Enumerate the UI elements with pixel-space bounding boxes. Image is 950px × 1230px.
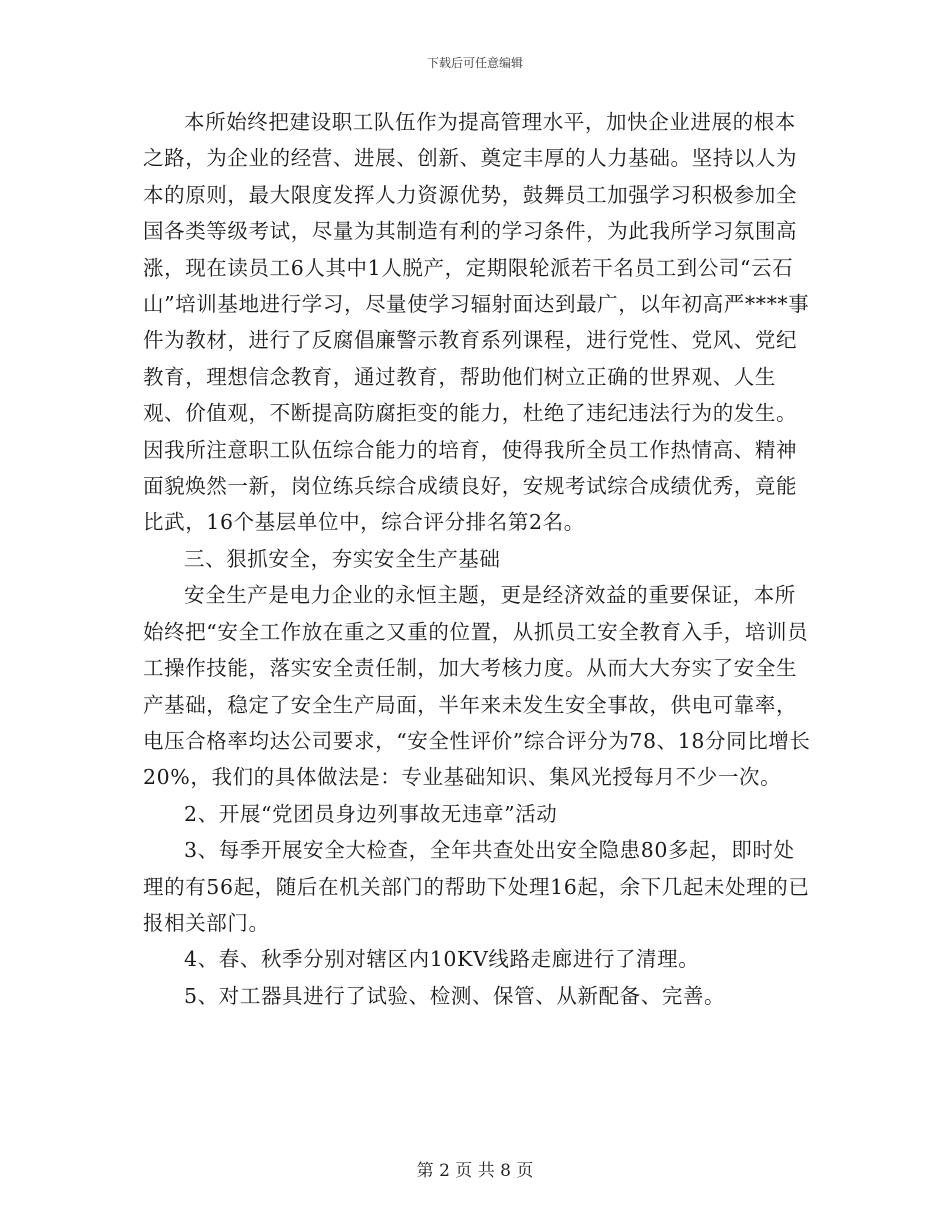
page-footer-number: 第 2 页 共 8 页	[416, 1161, 534, 1181]
paragraph-staff-training: 本所始终把建设职工队伍作为提高管理水平，加快企业进展的根本之路，为企业的经营、进展、创新、奠定丰厚的人力基础。坚持以人为本的原则，最大限度发挥人力资源优势，鼓舞员工加强学习积极参加全国各类等级考试，尽量为其制造有利的学习条件，为此我所学习氛围高涨，现在读员工6人其中1人脱产，定期限轮派若干名员工到公司“云石山”培训基地进行学习，尽量使学习辐射面达到最广，以年初高严****事件为教材，进行了反腐倡廉警示教育系列课程，进行党性、党风、党纪教育，理想信念教育，通过教育，帮助他们树立正确的世界观、人生观、价值观，不断提高防腐拒变的能力，杜绝了违纪违法行为的发生。因我所注意职工队伍综合能力的培育，使得我所全员工作热情高、精神面貌焕然一新，岗位练兵综合成绩良好，安规考试综合成绩优秀，竟能比武，16个基层单位中，综合评分排名第2名。	[143, 110, 810, 535]
list-item-3: 3、每季开展安全大检查，全年共查处出安全隐患80多起，即时处理的有56起，随后在机关部门的帮助下处理16起，余下几起未处理的已报相关部门。	[143, 838, 810, 935]
document-body	[143, 104, 813, 1014]
paragraph-safety-production: 安全生产是电力企业的永恒主题，更是经济效益的重要保证，本所始终把“安全工作放在重之又重的位置，从抓员工安全教育入手，培训员工操作技能，落实安全责任制，加大考核力度。从而大大夯实了安全生产基础，稳定了安全生产局面，半年来未发生安全事故，供电可靠率，电压合格率均达公司要求，“安全性评价”综合评分为78、18分同比增长20%，我们的具体做法是：专业基础知识、集风光授每月不少一次。	[143, 583, 811, 790]
section-heading-safety: 三、狠抓安全，夯实安全生产基础	[184, 546, 501, 571]
list-item-2: 2、开展“党团员身边列事故无违章”活动	[184, 801, 558, 826]
page-header-note: 下载后可任意编辑	[426, 56, 523, 70]
list-item-5: 5、对工器具进行了试验、检测、保管、从新配备、完善。	[184, 983, 726, 1008]
list-item-4: 4、春、秋季分别对辖区内10KV线路走廊进行了清理。	[184, 947, 700, 972]
